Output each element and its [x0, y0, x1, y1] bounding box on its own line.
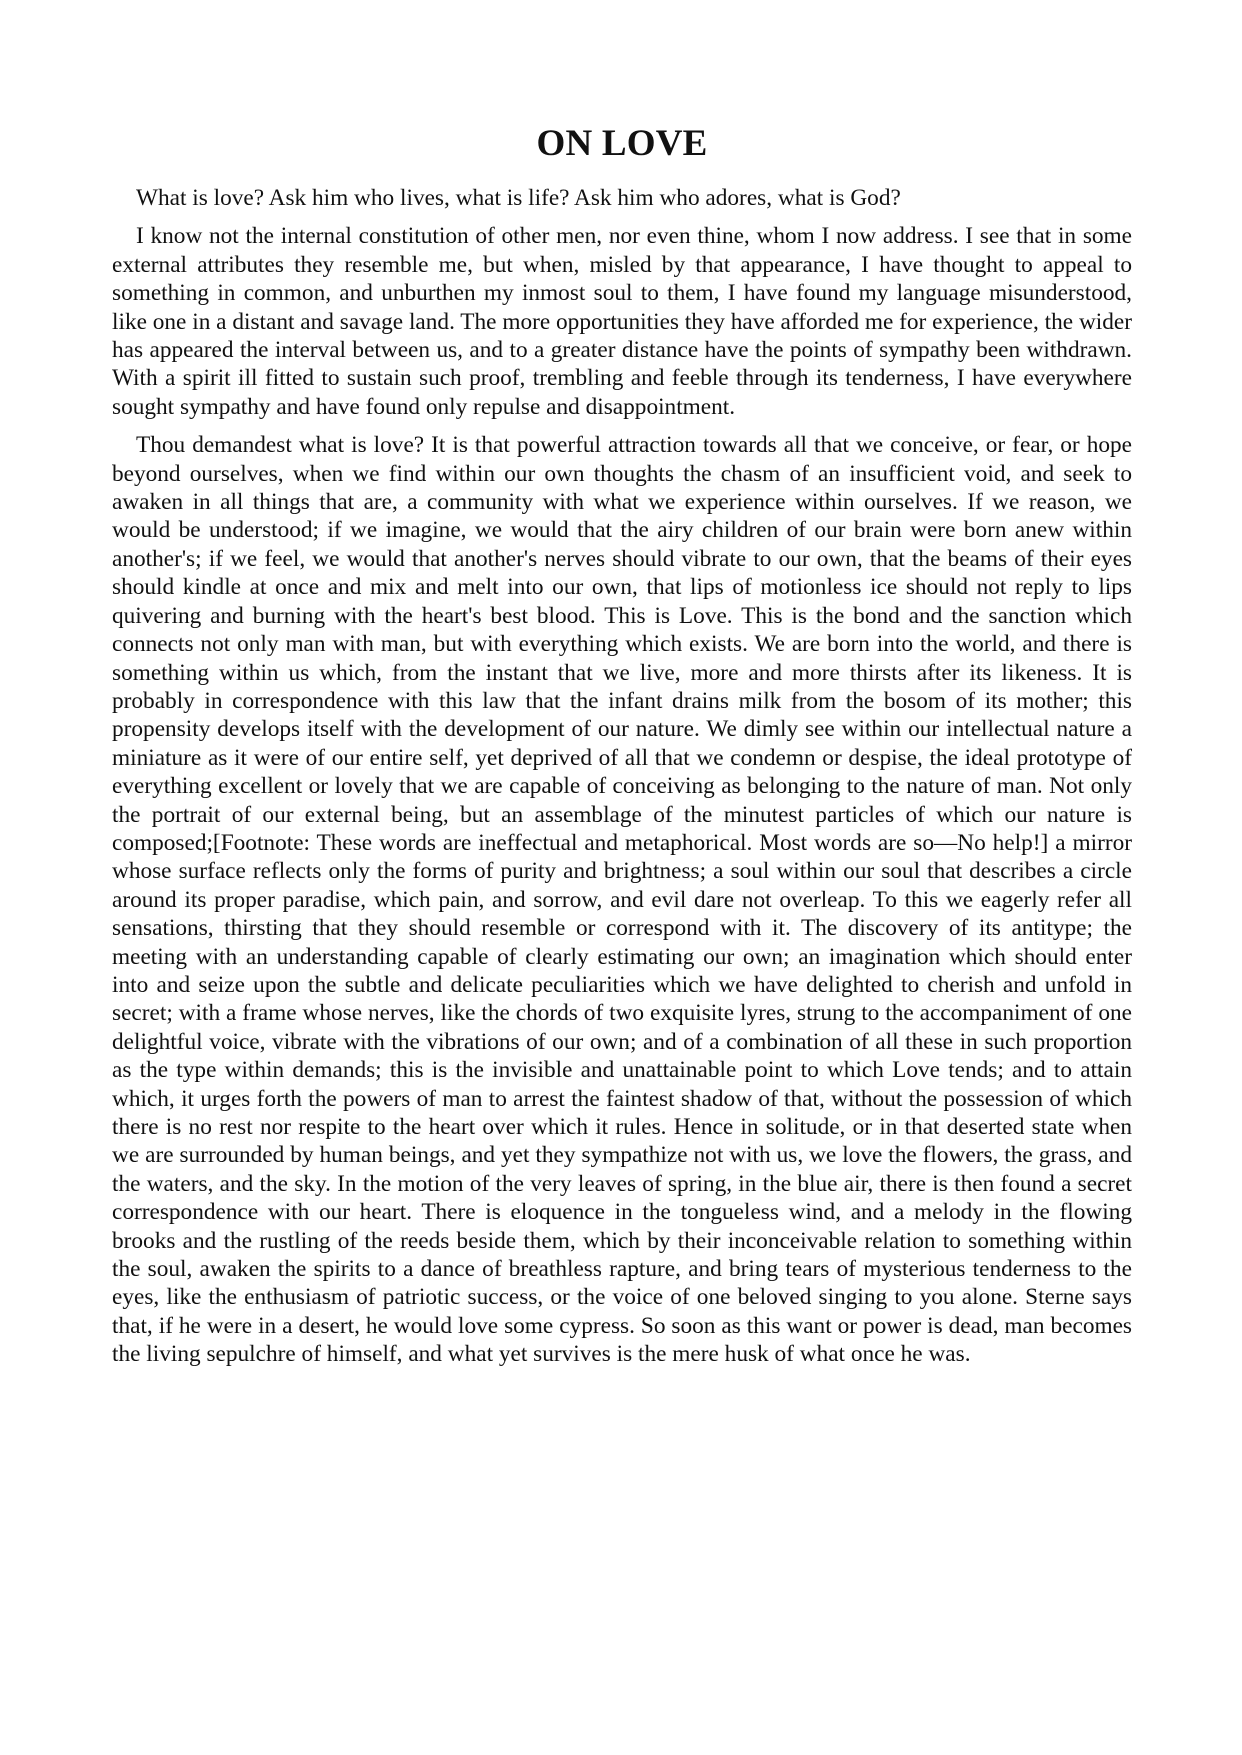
document-page [112, 118, 1132, 1379]
page-title: ON LOVE [536, 123, 708, 164]
paragraph-2: I know not the internal constitution of other men, nor even thine, whom I now address. I see that in some external attributes they resemble me, but when, misled by that appearance, I have thought to appeal to something in common, and unburthen my inmost soul to them, I have found my language misunderstood, like one in a distant and savage land. The more opportunities they have afforded me for experience, the wider has appeared the interval between us, and to a greater distance have the points of sympathy been withdrawn. With a spirit ill fitted to sustain such proof, trembling and feeble through its tenderness, I have everywhere sought sympathy and have found only repulse and disappointment. [112, 223, 1132, 420]
paragraph-3: Thou demandest what is love? It is that powerful attraction towards all that we conceive, or fear, or hope beyond ourselves, when we find within our own thoughts the chasm of an insufficient void, and seek to awaken in all things that are, a community with what we experience within ourselves. If we reason, we would be understood; if we imagine, we would that the airy children of our brain were born anew within another's; if we feel, we would that another's nerves should vibrate to our own, that the beams of their eyes should kindle at once and mix and melt into our own, that lips of motionless ice should not reply to lips quivering and burning with the heart's best blood. This is Love. This is the bond and the sanction which connects not only man with man, but with everything which exists. We are born into the world, and there is something within us which, from the instant that we live, more and more thirsts after its likeness. It is probably in correspondence with this law that the infant drains milk from the bosom of its mother; this propensity develops itself with the development of our nature. We dimly see within our intellectual nature a miniature as it were of our entire self, yet deprived of all that we condemn or despise, the ideal prototype of everything excellent or lovely that we are capable of conceiving as belonging to the nature of man. Not only the portrait of our external being, but an assemblage of the minutest particles of which our nature is composed;[Footnote: These words are ineffectual and metaphorical. Most words are so—No help!] a mirror whose surface reflects only the forms of purity and brightness; a soul within our soul that describes a circle around its proper paradise, which pain, and sorrow, and evil dare not overleap. To this we eagerly refer all sensations, thirsting that they should resemble or correspond with it. The discovery of its antitype; the meeting with an understanding capable of clearly estimating our own; an imagination which should enter into and seize upon the subtle and delicate peculiarities which we have delighted to cherish and unfold in secret; with a frame whose nerves, like the chords of two exquisite lyres, strung to the accompaniment of one delightful voice, vibrate with the vibrations of our own; and of a combination of all these in such proportion as the type within demands; this is the invisible and unattainable point to which Love tends; and to attain which, it urges forth the powers of man to arrest the faintest shadow of that, without the possession of which there is no rest nor respite to the heart over which it rules. Hence in solitude, or in that deserted state when we are surrounded by human beings, and yet they sympathize not with us, we love the flowers, the grass, and the waters, and the sky. In the motion of the very leaves of spring, in the blue air, there is then found a secret correspondence with our heart. There is eloquence in the tongueless wind, and a melody in the flowing brooks and the rustling of the reeds beside them, which by their inconceivable relation to something within the soul, awaken the spirits to a dance of breathless rapture, and bring tears of mysterious tenderness to the eyes, like the enthusiasm of patriotic success, or the voice of one beloved singing to you alone. Sterne says that, if he were in a desert, he would love some cypress. So soon as this want or power is dead, man becomes the living sepulchre of himself, and what yet survives is the mere husk of what once he was. [112, 432, 1132, 1368]
paragraph-1: What is love? Ask him who lives, what is life? Ask him who adores, what is God? [136, 185, 901, 211]
